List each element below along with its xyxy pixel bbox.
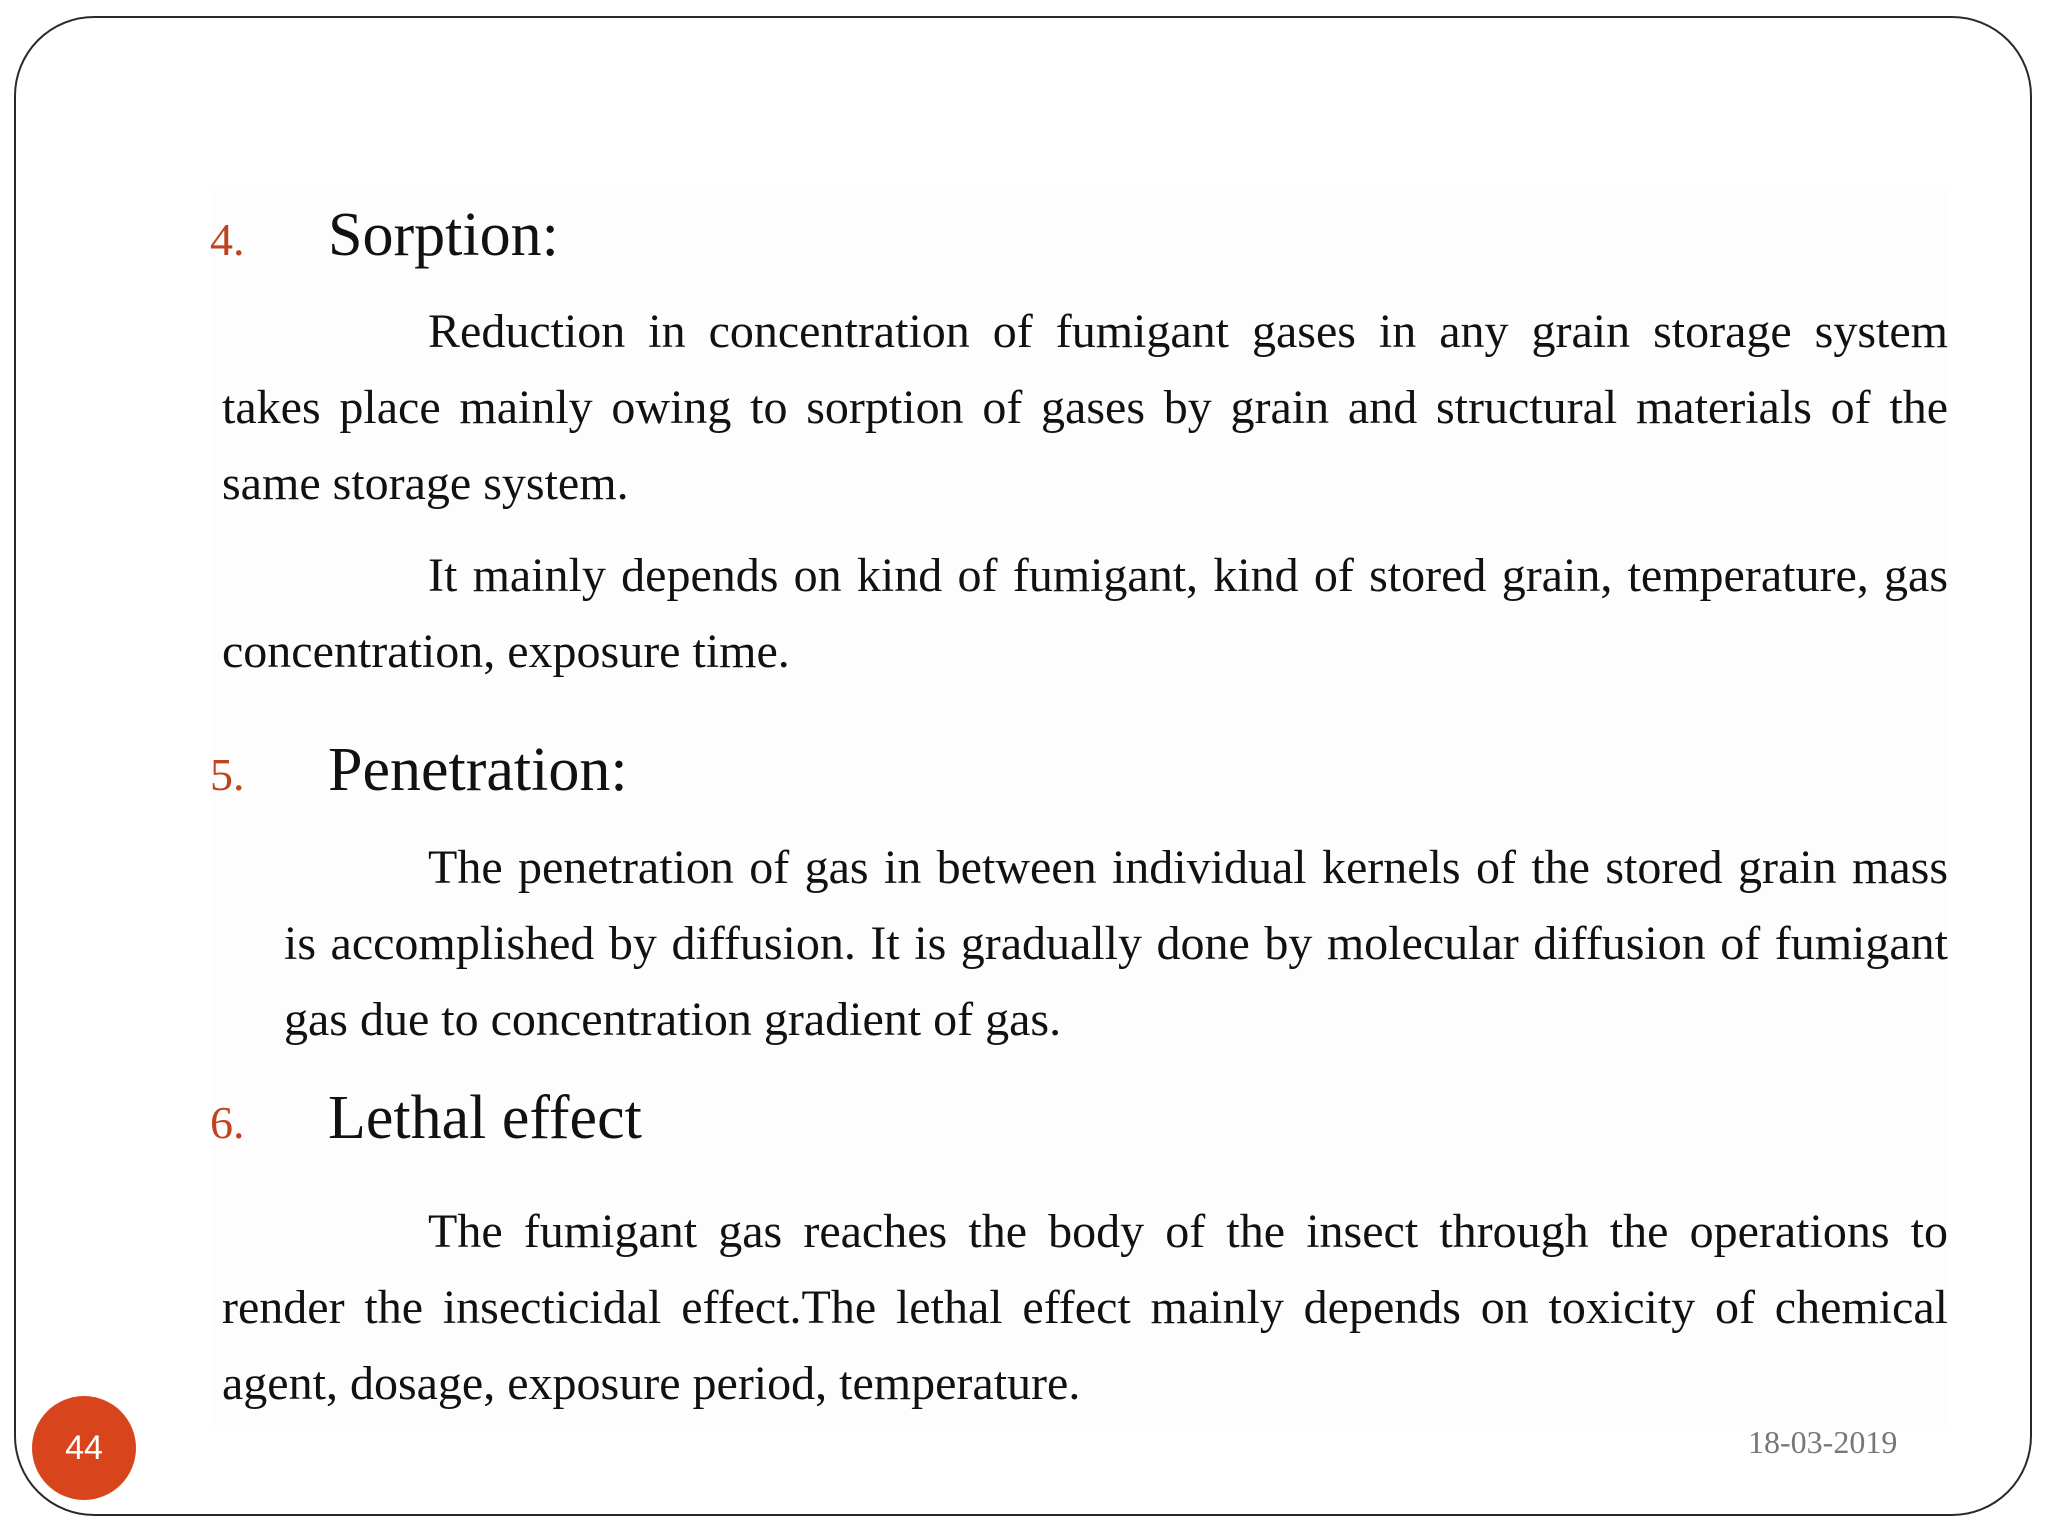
slide-date: 18-03-2019	[1748, 1424, 1898, 1460]
section-heading-sorption	[210, 200, 559, 271]
section-number: 5.	[210, 749, 245, 800]
slide-content	[210, 190, 1950, 1430]
page-number-badge: 44	[32, 1396, 136, 1500]
sorption-paragraph-1: Reduction in concentration of fumigant gases in any grain storage system takes place mainly owing to sorption of gases by grain and structural materials of the same storage system.	[222, 305, 1948, 510]
section-title: Lethal effect	[328, 1084, 642, 1152]
section-heading-penetration	[210, 735, 628, 806]
section-title: Sorption:	[328, 201, 559, 269]
section-number: 6.	[210, 1097, 245, 1148]
penetration-paragraph-1: The penetration of gas in between individual kernels of the stored grain mass is accomplished by diffusion. It is gradually done by molecular diffusion of fumigant gas due to concentration gradient of gas.	[284, 841, 1948, 1046]
section-title: Penetration:	[328, 736, 628, 804]
section-heading-lethal-effect	[210, 1083, 642, 1154]
section-number: 4.	[210, 214, 245, 265]
sorption-paragraph-2: It mainly depends on kind of fumigant, kind of stored grain, temperature, gas concentration, exposure time.	[222, 549, 1948, 678]
lethal-effect-paragraph-1: The fumigant gas reaches the body of the insect through the operations to render the insecticidal effect.The lethal effect mainly depends on toxicity of chemical agent, dosage, exposure period, temperature.	[222, 1205, 1948, 1410]
